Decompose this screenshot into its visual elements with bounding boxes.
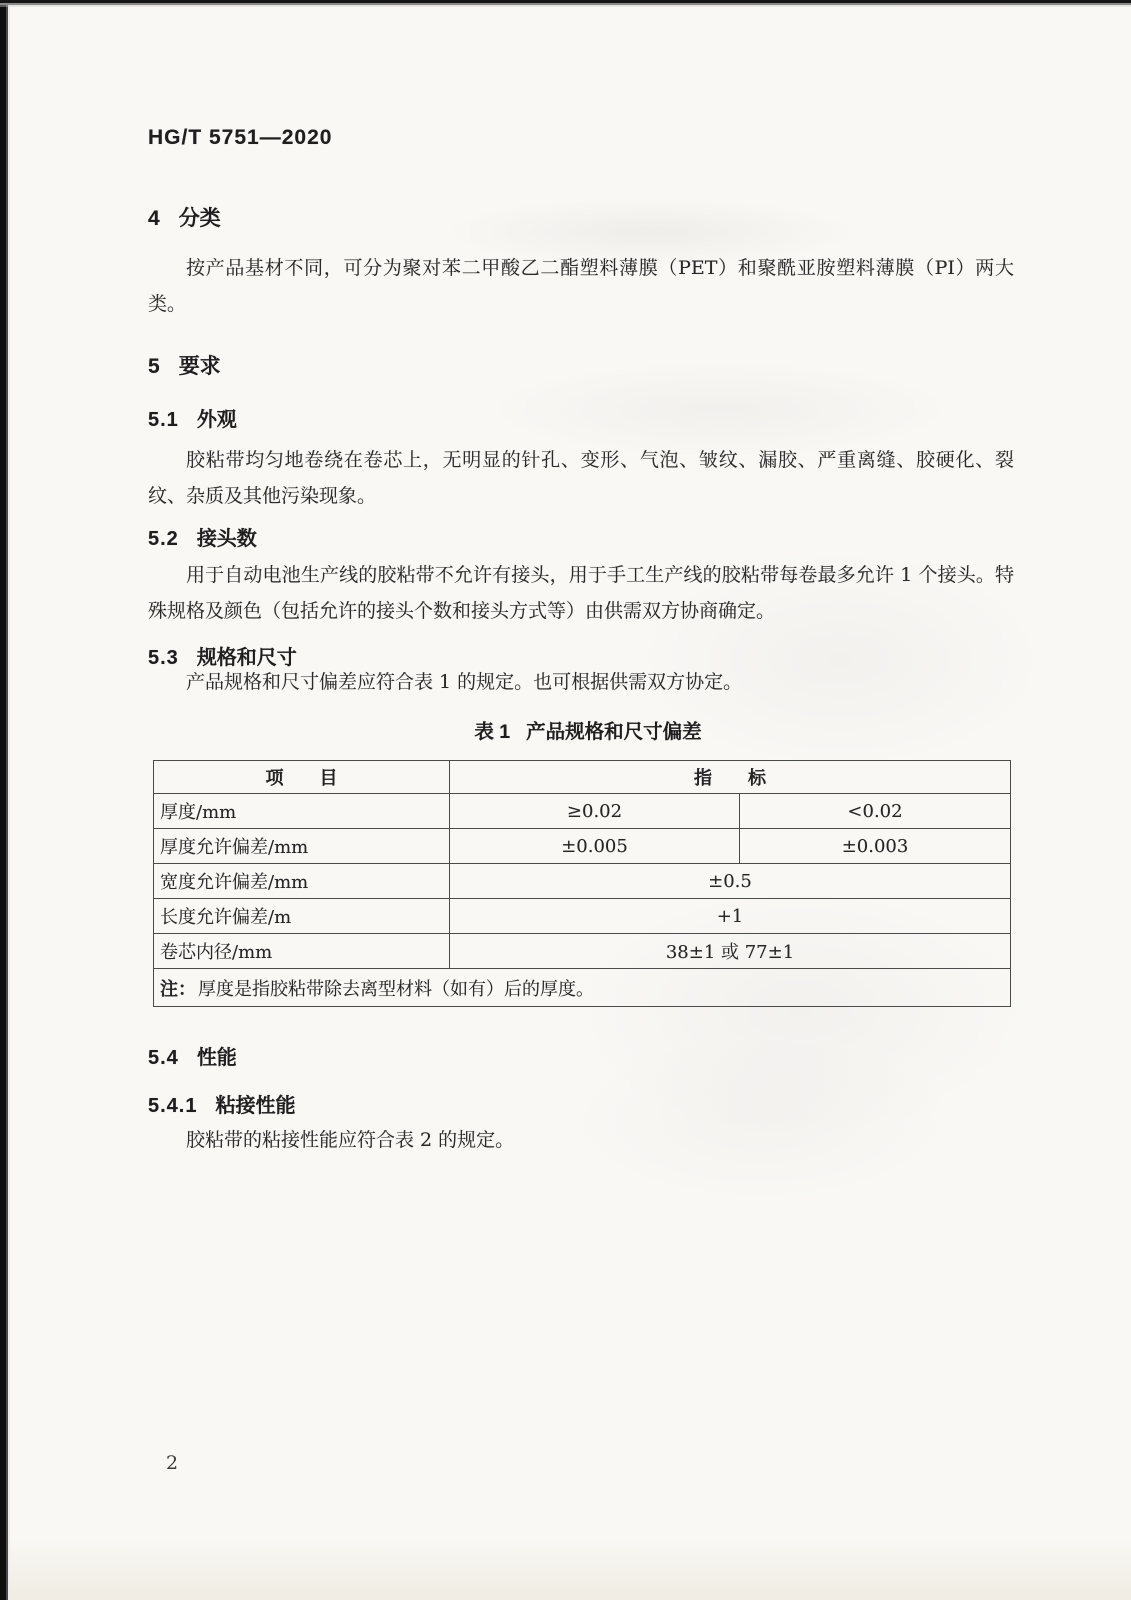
table-note-text: 厚度是指胶粘带除去离型材料（如有）后的厚度。 bbox=[198, 978, 594, 1000]
cell-core-diameter-value: 38±1 或 77±1 bbox=[450, 934, 1011, 969]
cell-thickness-tol-v2: ±0.003 bbox=[740, 829, 1011, 864]
cell-thickness-tol-item: 厚度允许偏差/mm bbox=[154, 829, 450, 864]
section-5-title: 要求 bbox=[178, 355, 221, 378]
cell-width-tol-item: 宽度允许偏差/mm bbox=[154, 864, 450, 899]
section-5-number: 5 bbox=[148, 355, 161, 378]
section-5-3-number: 5.3 bbox=[148, 647, 179, 669]
table-row-thickness bbox=[154, 794, 1011, 829]
section-5-4-1-title: 粘接性能 bbox=[215, 1095, 296, 1117]
table-header-item: 项 目 bbox=[154, 761, 450, 794]
cell-length-tol-item: 长度允许偏差/m bbox=[154, 899, 450, 934]
section-4-number: 4 bbox=[148, 207, 161, 230]
section-5-2-paragraph: 用于自动电池生产线的胶粘带不允许有接头，用于手工生产线的胶粘带每卷最多允许 1 个接头。特殊规格及颜色（包括允许的接头个数和接头方式等）由供需双方协商确定。 bbox=[148, 564, 1014, 622]
scan-edge-top bbox=[0, 0, 1131, 7]
table-note-row bbox=[154, 969, 1011, 1007]
cell-thickness-item: 厚度/mm bbox=[154, 794, 450, 829]
section-5-1-number: 5.1 bbox=[148, 409, 179, 431]
table-1-caption-number: 表 1 bbox=[474, 721, 511, 743]
section-5-1-paragraph: 胶粘带均匀地卷绕在卷芯上，无明显的针孔、变形、气泡、皱纹、漏胶、严重离缝、胶硬化、裂纹、杂质及其他污染现象。 bbox=[148, 449, 1014, 507]
table-1-caption-title: 产品规格和尺寸偏差 bbox=[526, 721, 702, 743]
section-5-3-paragraph: 产品规格和尺寸偏差应符合表 1 的规定。也可根据供需双方协定。 bbox=[186, 671, 743, 693]
table-row-length-tolerance bbox=[154, 899, 1011, 934]
section-5-4-1-heading bbox=[148, 1089, 295, 1118]
section-5-4-1-number: 5.4.1 bbox=[148, 1095, 198, 1117]
section-5-2-title: 接头数 bbox=[196, 528, 257, 550]
page-number: 2 bbox=[166, 1452, 179, 1474]
table-row-thickness-tolerance bbox=[154, 829, 1011, 864]
cell-thickness-v1: ≥0.02 bbox=[450, 794, 740, 829]
table-1-caption bbox=[148, 716, 1028, 744]
section-5-3-title: 规格和尺寸 bbox=[196, 647, 297, 669]
cell-thickness-v2: <0.02 bbox=[740, 794, 1011, 829]
section-5-4-title: 性能 bbox=[196, 1047, 237, 1069]
table-1-spec-dimensions bbox=[153, 760, 1011, 1007]
scan-edge-left bbox=[0, 0, 10, 1600]
section-5-2-number: 5.2 bbox=[148, 528, 179, 550]
section-4-paragraph: 按产品基材不同，可分为聚对苯二甲酸乙二酯塑料薄膜（PET）和聚酰亚胺塑料薄膜（PI）两大类。 bbox=[148, 257, 1014, 315]
section-5-1-heading bbox=[148, 403, 237, 432]
standard-code-header: HG/T 5751—2020 bbox=[148, 126, 333, 149]
cell-thickness-tol-v1: ±0.005 bbox=[450, 829, 740, 864]
table-header-row bbox=[154, 761, 1011, 794]
table-row-width-tolerance bbox=[154, 864, 1011, 899]
section-5-heading bbox=[148, 350, 221, 380]
section-5-4-heading bbox=[148, 1041, 237, 1070]
table-note-label: 注： bbox=[160, 978, 196, 999]
table-note-cell bbox=[154, 969, 1011, 1007]
table-header-index: 指 标 bbox=[450, 761, 1011, 794]
table-row-core-diameter bbox=[154, 934, 1011, 969]
cell-core-diameter-item: 卷芯内径/mm bbox=[154, 934, 450, 969]
cell-length-tol-value: +1 bbox=[450, 899, 1011, 934]
cell-width-tol-value: ±0.5 bbox=[450, 864, 1011, 899]
section-4-title: 分类 bbox=[178, 207, 221, 230]
section-4-heading bbox=[148, 202, 221, 232]
section-5-4-1-paragraph: 胶粘带的粘接性能应符合表 2 的规定。 bbox=[186, 1129, 515, 1151]
section-5-2-heading bbox=[148, 522, 257, 551]
section-5-4-number: 5.4 bbox=[148, 1047, 179, 1069]
section-5-1-title: 外观 bbox=[196, 409, 237, 431]
